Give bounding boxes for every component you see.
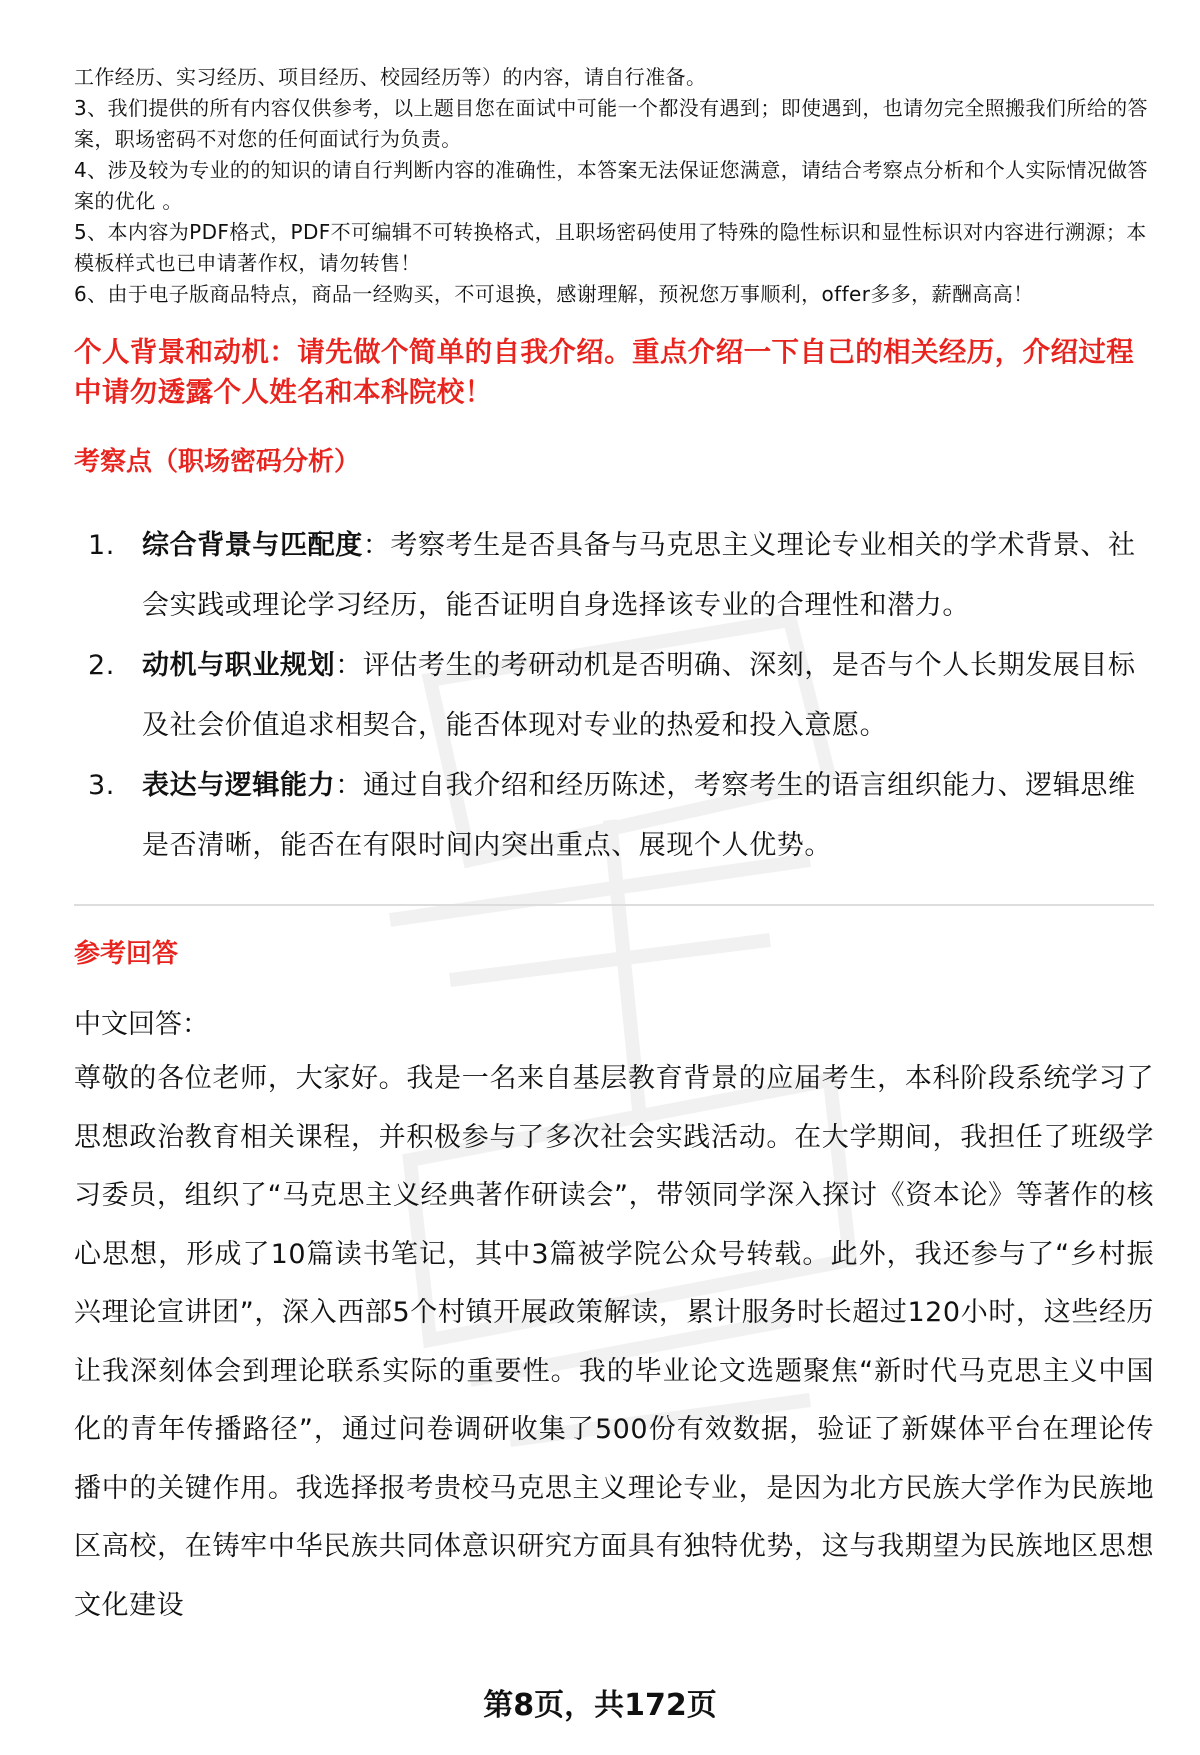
document-page — [74, 0, 1154, 1635]
notice-item: 3、我们提供的所有内容仅供参考，以上题目您在面试中可能一个都没有遇到；即使遇到，也请勿完全照搬我们所给的答案，职场密码不对您的任何面试行为负责。 — [74, 96, 1148, 151]
point-number: 1. — [88, 530, 115, 561]
notice-list — [74, 62, 1154, 310]
notice-item: 工作经历、实习经历、项目经历、校园经历等）的内容，请自行准备。 — [74, 65, 707, 89]
answer-body: 尊敬的各位老师，大家好。我是一名来自基层教育背景的应届考生，本科阶段系统学习了思想政治教育相关课程，并积极参与了多次社会实践活动。在大学期间，我担任了班级学习委员，组织了“马克思主义经典著作研读会”，带领同学深入探讨《资本论》等著作的核心思想，形成了10篇读书笔记，其中3篇被学院公众号转载。此外，我还参与了“乡村振兴理论宣讲团”，深入西部5个村镇开展政策解读，累计服务时长超过120小时，这些经历让我深刻体会到理论联系实际的重要性。我的毕业论文选题聚焦“新时代马克思主义中国化的青年传播路径”，通过问卷调研收集了500份有效数据，验证了新媒体平台在理论传播中的关键作用。我选择报考贵校马克思主义理论专业，是因为北方民族大学作为民族地区高校，在铸牢中华民族共同体意识研究方面具有独特优势，这与我期望为民族地区思想文化建设 — [74, 1063, 1154, 1621]
point-title: 表达与逻辑能力 — [142, 770, 336, 801]
assessment-point — [74, 516, 1154, 636]
assessment-point — [74, 636, 1154, 756]
point-title: 动机与职业规划 — [142, 650, 336, 681]
points-heading: 考察点（职场密码分析） — [74, 447, 361, 477]
notice-item: 4、涉及较为专业的的知识的请自行判断内容的准确性，本答案无法保证您满意，请结合考察点分析和个人实际情况做答案的优化 。 — [74, 158, 1148, 213]
notice-item: 6、由于电子版商品特点，商品一经购买，不可退换，感谢理解，预祝您万事顺利，offer多多，薪酬高高！ — [74, 282, 1034, 306]
point-number: 2. — [88, 650, 115, 681]
notice-item: 5、本内容为PDF格式，PDF不可编辑不可转换格式，且职场密码使用了特殊的隐性标识和显性标识对内容进行溯源；本模板样式也已申请著作权，请勿转售！ — [74, 220, 1147, 275]
point-title: 综合背景与匹配度 — [142, 530, 363, 561]
page-number: 第8页，共172页 — [483, 1688, 717, 1723]
point-number: 3. — [88, 770, 115, 801]
assessment-points — [74, 516, 1154, 876]
point-text: ：通过自我介绍和经历陈述，考察考生的语言组织能力、逻辑思维是否清晰，能否在有限时间内突出重点、展现个人优势。 — [142, 770, 1136, 861]
point-text: ：评估考生的考研动机是否明确、深刻，是否与个人长期发展目标及社会价值追求相契合，能否体现对专业的热爱和投入意愿。 — [142, 650, 1136, 741]
section-divider — [74, 904, 1154, 906]
point-text: ：考察考生是否具备与马克思主义理论专业相关的学术背景、社会实践或理论学习经历，能否证明自身选择该专业的合理性和潜力。 — [142, 530, 1136, 621]
answer-heading: 参考回答 — [74, 939, 179, 969]
assessment-point — [74, 756, 1154, 876]
question-heading: 个人背景和动机：请先做个简单的自我介绍。重点介绍一下自己的相关经历，介绍过程中请勿透露个人姓名和本科院校！ — [74, 336, 1135, 408]
answer-language-label: 中文回答： — [74, 1009, 209, 1040]
